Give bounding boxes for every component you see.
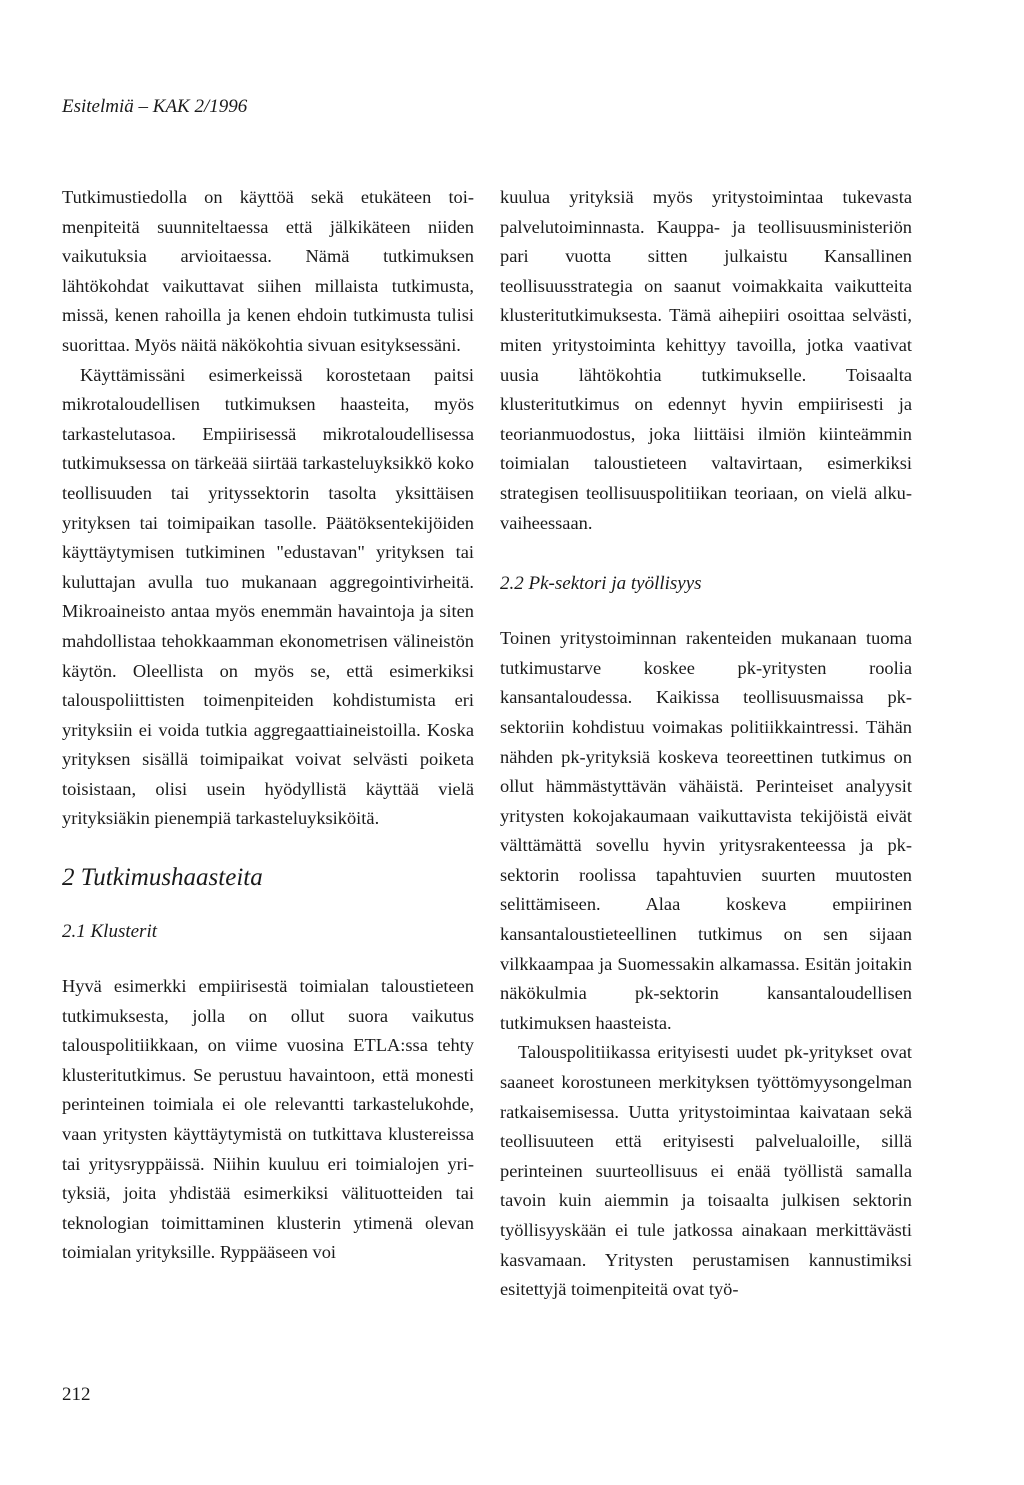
paragraph-clusters-continued: kuulua yrityksiä myös yritystoimintaa tukevasta palvelutoiminnasta. Kauppa- ja teollisuusministeriön pari vuotta sitten julkaistu Kansallinen teollisuusstrategia on saanut voimakkaita vaikutteita klusteritutkimuksesta. Tämä aihepiiri osoittaa selvästi, miten yritystoiminta kehittyy tavoilla, jotka vaativat uusia lähtökohtia tutkimukselle. Toisaalta klusteritutkimus on edennyt hyvin empiirisesti ja teorianmuodostus, joka liittäisi ilmiön kiinteämmin toimialan taloustieteen valtavirtaan, esimerkiksi strategisen teollisuuspolitiikan teoriaan, on vielä alkuvaiheessaan. xyxy=(500,187,912,533)
left-column xyxy=(62,183,474,1268)
paragraph-clusters: Hyvä esimerkki empiirisestä toimialan taloustieteen tutkimuksesta, jolla on ollut suora vaikutus talouspolitiikkaan, on viime vuosina ETLA:ssa tehty klusteritutkimus. Se perustuu havaintoon, että monesti perinteinen toimiala ei ole relevantti tarkastelukohde, vaan yritysten käyttäytymistä on tutkittava klustereissa tai yritysryppäissä. Niihin kuuluu eri toimialojen yrityksiä, joita yhdistää esimerkiksi välituotteiden tai teknologian toimittaminen klusterin ytimenä olevan toimialan yrityksille. Ryppääseen voi xyxy=(62,976,474,1263)
paragraph-sme: Toinen yritystoiminnan rakenteiden mukanaan tuoma tutkimustarve koskee pk-yritysten roolia kansantaloudessa. Kaikissa teollisuusmaissa pk-sektoriin kohdistuu voimakas politiikkaintressi. Tähän nähden pk-yrityksiä koskeva teoreettinen tutkimus on ollut hämmästyttävän vähäistä. Perinteiset analyysit yritysten kokojakaumaan vaikuttavista tekijöistä eivät välttämättä sovellu hyvin yritysrakenteessa ja pksektorin roolissa tapahtuvien suurten muutosten selittämiseen. Alaa koskeva empiirinen kansantaloustieteellinen tutkimus on sen sijaan vilkkaampaa ja Suomessakin alkamassa. Esitän joitakin näkökulmia pk-sektorin kansantaloudellisen tutkimuksen haasteista. xyxy=(500,628,912,1033)
paragraph-examples: Käyttämissäni esimerkeissä korostetaan paitsi mikrotaloudellisen tutkimuksen haasteita, myös tarkastelutasoa. Empiirisessä mikrotaloudellisessa tutkimuksessa on tärkeää siirtää tarkasteluyksikkö koko teollisuuden tai yrityssektorin tasolta yksittäisen yrityksen tai toimipaikan tasolle. Päätöksentekijöiden käyttäytymisen tutkiminen "edustavan" yrityksen tai kuluttajan avulla tuo mukanaan aggregointivirheitä. Mikroaineisto antaa myös enemmän havaintoja ja siten mahdollistaa tehokkaamman ekonometrisen välineistön käytön. Oleellista on myös se, että esimerkiksi talouspoliittisten toimenpiteiden kohdistumista eri yrityksiin ei voida tutkia aggregaattiaineistoilla. Koska yrityksen sisällä toimipaikat voivat selvästi poiketa toisistaan, olisi usein hyödyllistä käyttää vielä yrityksiäkin pienempiä tarkasteluyksiköitä. xyxy=(62,364,474,829)
section-heading: 2 Tutkimushaasteita xyxy=(62,864,263,892)
subsection-heading-clusters: 2.1 Klusterit xyxy=(62,921,158,943)
right-column xyxy=(500,183,912,1305)
paragraph-employment: Talouspolitiikassa erityisesti uudet pk-yritykset ovat saaneet korostuneen merkityksen työttömyysongelman ratkaisemisessa. Uutta yritystoimintaa kaivataan sekä teollisuuteen että erityisesti palvelualoille, sillä perinteinen suurteollisuus ei enää työllistä samalla tavoin kuin aiemmin ja toisaalta julkisen sektorin työllisyyskään ei tule jatkossa ainakaan merkittävästi kasvamaan. Yritysten perustamisen kannustimiksi esitettyjä toimenpiteitä ovat työ- xyxy=(500,1042,912,1300)
paragraph-intro: Tutkimustiedolla on käyttöä sekä etukäteen toimenpiteitä suunniteltaessa että jälkikäteen niiden vaikutuksia arvioitaessa. Nämä tutkimuksen lähtökohdat vaikuttavat siihen millaista tutkimusta, missä, kenen rahoilla ja kenen ehdoin tutkimusta tulisi suorittaa. Myös näitä näkökohtia sivuan esityksessäni. xyxy=(62,187,474,355)
page-number: 212 xyxy=(62,1384,91,1405)
running-header: Esitelmiä – KAK 2/1996 xyxy=(62,96,248,117)
subsection-heading-sme: 2.2 Pk-sektori ja työllisyys xyxy=(500,573,702,595)
